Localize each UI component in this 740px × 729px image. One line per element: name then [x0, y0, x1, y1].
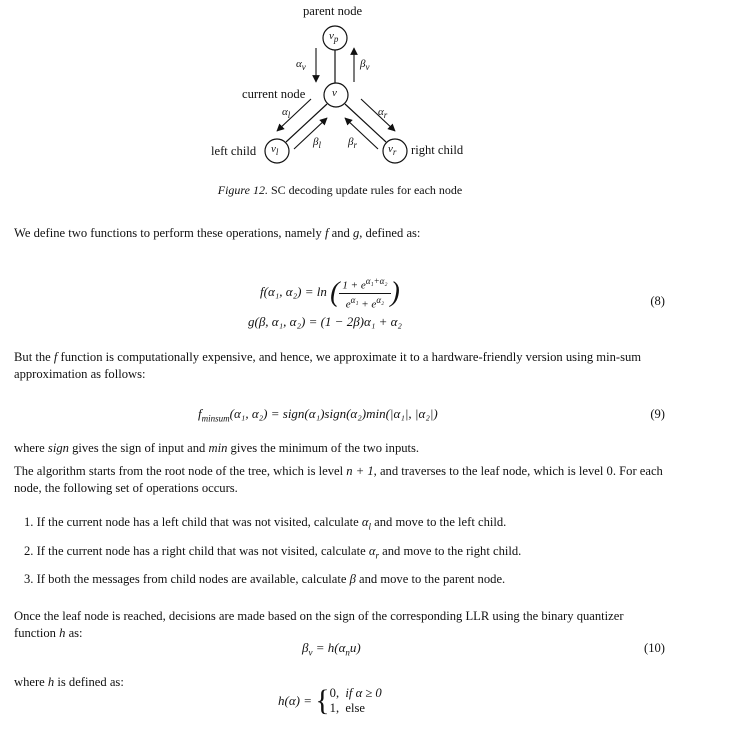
- caption-text: SC decoding update rules for each node: [267, 183, 463, 197]
- equation-h-definition: h(α) = { 0, if α ≥ 0 1, else: [278, 684, 382, 717]
- figure-caption: [0, 183, 680, 198]
- list-item: 1. If the current node has a left child that was not visited, calculate $\alpha_l$ and move to the left child.: [24, 515, 507, 532]
- list-item: 2. If the current node has a right child that was not visited, calculate $\alpha_r$ and move to the right child.: [24, 544, 522, 561]
- tree-diagram: [0, 0, 740, 180]
- paragraph-algorithm: The algorithm starts from the root node of the tree, which is level n + 1, and traverses to the leaf node, which is level 0. For each node, the following set of operations occurs.: [14, 464, 663, 495]
- label-alpha-l: $\alpha_l$: [282, 106, 291, 121]
- equation-f: f(α₁, α₂) = ln ( $\frac{1 + e^{\alpha_1+\alpha_2}}{e^{\alpha_1} + e^{\alpha_2}}$ ): [260, 276, 400, 311]
- equation-number-8: (8): [650, 294, 665, 308]
- symbol-nu-r: $\nu_r$: [388, 143, 397, 158]
- label-beta-nu: $\beta_\nu$: [360, 58, 370, 73]
- symbol-nu-l: $\nu_l$: [271, 143, 279, 158]
- equation-g: g(β, α₁, α₂) = (1 − 2β)α₁ + α₂: [248, 314, 402, 329]
- label-beta-l: $\beta_l$: [313, 136, 321, 151]
- label-parent-node: parent node: [303, 4, 363, 18]
- paragraph-minsum-intro: But the f function is computationally expensive, and hence, we approximate it to a hardware-friendly version using min-sum approximation as follows:: [14, 350, 642, 381]
- equation-number-9: (9): [650, 407, 665, 421]
- paragraph-define-functions: We define two functions to perform these operations, namely f and g, defined as:: [14, 226, 421, 240]
- paragraph-leaf-decision: Once the leaf node is reached, decisions are made based on the sign of the corresponding LLR using the binary quantizer function h as:: [14, 609, 624, 640]
- equation-fminsum: $f_{minsum}(\alpha_1$, α₂) = sign(α₁)sign(α₂)min(|α₁|, |α₂|): [198, 406, 438, 424]
- symbol-nu: ν: [332, 87, 337, 99]
- label-current-node: current node: [242, 87, 306, 101]
- list-item: 3. If both the messages from child nodes are available, calculate β and move to the parent node.: [24, 572, 506, 586]
- caption-label: Figure 12.: [217, 183, 268, 197]
- equation-beta-h: $\beta_\nu = h(\alpha_nu)$: [302, 640, 361, 658]
- symbol-nu-p: $\nu_p$: [329, 30, 339, 45]
- paragraph-sign-min: where sign gives the sign of input and min gives the minimum of the two inputs.: [14, 441, 420, 455]
- label-alpha-r: $\alpha_r$: [378, 106, 388, 121]
- arrow-beta-l: [294, 118, 327, 149]
- label-alpha-nu: $\alpha_\nu$: [296, 58, 306, 73]
- label-right-child: right child: [411, 143, 464, 157]
- equation-number-10: (10): [644, 641, 665, 655]
- label-left-child: left child: [211, 144, 257, 158]
- paragraph-h-defined: where h is defined as:: [14, 675, 124, 689]
- label-beta-r: $\beta_r$: [348, 136, 357, 151]
